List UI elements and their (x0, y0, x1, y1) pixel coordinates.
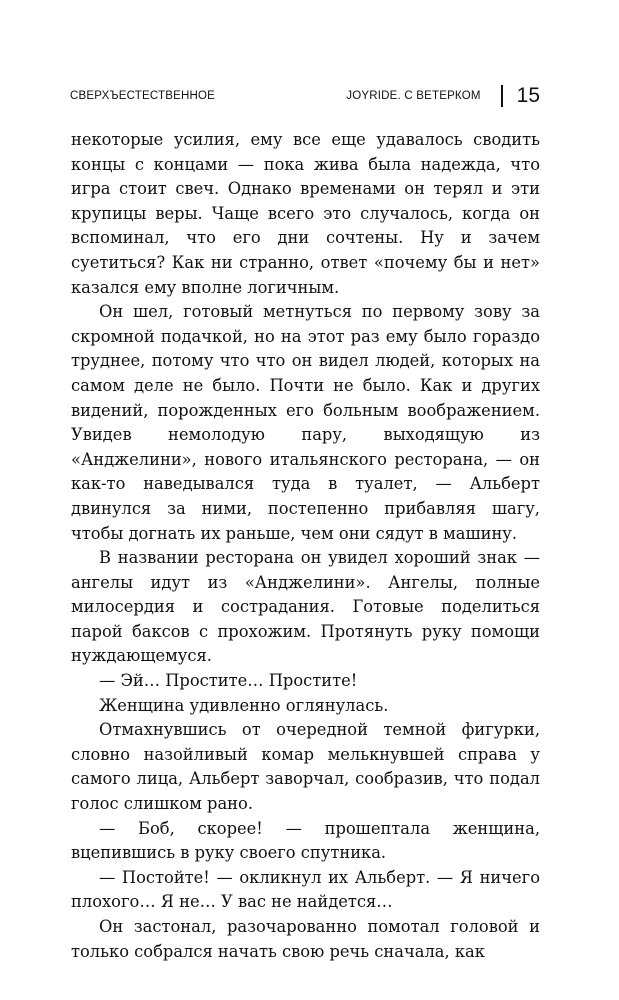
chapter-title: JOYRIDE. С ВЕТЕРКОМ (346, 90, 481, 102)
paragraph: Он шел, готовый метнуться по первому зову за скромной подачкой, но на этот раз ему было гораздо труднее, потому что что он видел людей, которых на самом деле не было. Почти не было. Как и других видений, порожденных его больным воображением. Увидев немолодую пару, выходящую из «Анджелини», нового итальянского ресторана, — он как-то наведывался туда в туалет, — Альберт двинулся за ними, постепенно прибавляя шагу, чтобы догнать их раньше, чем они сядут в машину. (71, 302, 540, 543)
paragraph: Он застонал, разочарованно помотал головой и только собрался начать свою речь сначала, как (71, 917, 540, 961)
dialogue-line: — Эй… Простите… Простите! (99, 671, 358, 691)
page-number: 15 (516, 84, 540, 107)
body-text (71, 128, 540, 964)
running-head-right (346, 84, 540, 108)
running-head (70, 84, 540, 114)
paragraph: В названии ресторана он увидел хороший знак — ангелы идут из «Анджелини». Ангелы, полные милосердия и сострадания. Готовые поделиться парой баксов с прохожим. Протянуть руку помощи нуждающемуся. (71, 548, 540, 666)
header-divider (501, 85, 503, 107)
dialogue-line: — Постойте! — окликнул их Альберт. — Я ничего плохого… Я не… У вас не найдется… (71, 867, 540, 912)
dialogue-line: — Боб, скорее! — прошептала женщина, вцепившись в руку своего спутника. (71, 818, 540, 863)
paragraph: Отмахнувшись от очередной темной фигурки, словно назойливый комар мелькнувшей справа у самого лица, Альберт заворчал, сообразив, что подал голос слишком рано. (71, 720, 540, 814)
paragraph: некоторые усилия, ему все еще удавалось сводить концы с концами — пока жива была надежда, что игра стоит свеч. Однако временами он терял и эти крупицы веры. Чаще всего это случалось, когда он вспоминал, что его дни сочтены. Ну и зачем суетиться? Как ни странно, ответ «почему бы и нет» казался ему вполне логичным. (71, 130, 540, 297)
book-title: СВЕРХЪЕСТЕСТВЕННОЕ (70, 90, 215, 102)
paragraph: Женщина удивленно оглянулась. (99, 695, 389, 715)
